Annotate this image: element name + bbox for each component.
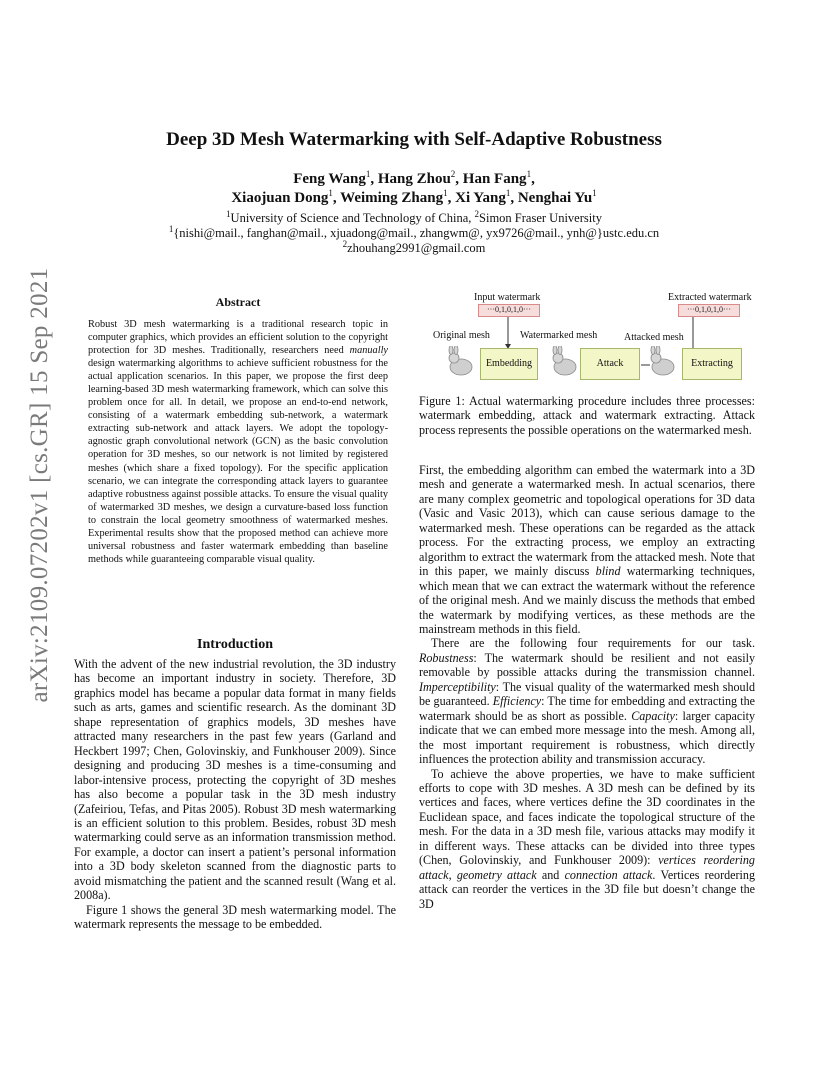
abstract-text: design watermarking algorithms to achieve sufficient robustness for the actual application scenarios. In this paper, we propose the first deep learning-based 3D mesh watermarking framework, which can solve this problem once for all. In detail, we propose an end-to-end network, consisting of a watermark embedding sub-network, a watermark extracting sub-network and attack layers. We adopt the topology-agnostic graph convolutional network (GCN) as the basic convolution operation for 3D meshes, so our network is not limited by registered meshes (which share a fixed topology). For the specific application scenario, we can integrate the corresponding attack layers to guarantee adaptive robustness against possible attacks. To ensure the visual quality of watermarked 3D meshes, we design a curvature-based loss function to constrain the local geometry smoothness of watermarked meshes. Experimental results show that the proposed method can achieve more universal robustness and faster watermark embedding than baseline methods while guaranteeing comparable visual quality. [88,358,388,565]
attack-type-term: connection attack [564,867,653,882]
abstract-text: Robust 3D mesh watermarking is a traditional research topic in computer graphics, which provides an efficient solution to the copyright protection for 3D meshes. Traditionally, researchers need [88,319,388,357]
attacked-mesh-label: Attacked mesh [624,332,684,343]
affiliation-emails-ustc [0,223,828,241]
extracted-watermark-label: Extracted watermark [668,292,752,303]
extracted-watermark-bits: ···0,1,0,1,0··· [678,304,740,317]
body-text: : The visual quality of the watermarked mesh should be guaranteed. [419,679,755,709]
affiliation-email-sfu [0,238,828,256]
bunny-mesh-icon [446,346,474,376]
author-name: Han Fang [462,171,527,187]
author-name: Feng Wang [293,171,366,187]
body-paragraph [419,463,755,636]
author-affiliation-mark: 1 [443,188,448,198]
author-affiliation-mark: 1 [526,169,532,179]
right-column-body [419,463,755,911]
body-paragraph [419,636,755,766]
body-text: There are the following four requirements for our task. [431,636,755,651]
body-text: . Vertices reordering attack can reorder the vertices in the 3D file but doesn’t change the 3D [419,867,755,911]
author-name: Nenghai Yu [517,190,593,206]
author-name: Weiming Zhang [340,190,444,206]
author-affiliation-mark: 2 [450,169,456,179]
introduction-body [74,657,396,932]
body-emphasis: blind [595,564,621,579]
requirement-term-robustness: Robustness [419,650,474,665]
introduction-paragraph: Figure 1 shows the general 3D mesh watermarking model. The watermark represents the message to be embedded. [74,902,396,932]
introduction-heading: Introduction [197,637,273,652]
affiliation-mark: 1 [226,208,231,219]
abstract-body [88,318,388,566]
body-text: : larger capacity indicate that we can embed more message into the mesh. Among all, the most important requirement is robustness, which directly influences the protection ability and transmission accuracy. [419,708,755,767]
arxiv-identifier-text: arXiv:2109.07202v1 [cs.GR] 15 Sep 2021 [26,267,53,703]
requirement-term-imperceptibility: Imperceptibility [419,679,496,694]
body-text: and [536,867,565,882]
paper-title: Deep 3D Mesh Watermarking with Self-Adaptive Robustness [166,129,662,150]
arxiv-identifier-stamp[interactable] [20,267,60,703]
attack-stage-box: Attack [580,348,640,380]
body-text: : The time for embedding and extracting the watermark should be as short as possible. [419,694,756,723]
figure-1-caption: Figure 1: Actual watermarking procedure includes three processes: watermark embedding, attack and watermark extracting. Attack process represents the possible operations on the watermarked mesh. [419,394,755,437]
author-affiliation-mark: 1 [365,169,371,179]
author-name: Xi Yang [455,190,506,206]
input-watermark-label: Input watermark [474,292,541,303]
bunny-mesh-icon [550,346,578,376]
input-watermark-bits: ···0,1,0,1,0··· [478,304,540,317]
body-text: : The watermark should be resilient and not easily removable by possible attacks during the transmission channel. [419,650,755,680]
author-affiliation-mark: 1 [505,188,511,198]
author-name: Hang Zhou [377,171,451,187]
author-separator: , [531,171,535,187]
abstract-heading: Abstract [215,295,261,309]
attack-type-term: vertices reordering attack [419,853,755,882]
requirement-term-efficiency: Efficiency [492,694,542,709]
affiliation-institutions [0,208,828,226]
affiliation-text: Simon Fraser University [479,211,602,225]
body-paragraph [419,767,755,912]
author-separator: , [332,190,341,206]
author-affiliation-mark: 1 [592,188,597,198]
attack-type-term: geometry attack [456,867,537,882]
affiliation-mark: 1 [168,223,174,234]
author-line-2 [0,190,828,207]
introduction-paragraph: With the advent of the new industrial revolution, the 3D industry has become an important industry in society. Therefore, 3D graphics model has became a popular data format in many fields such as arts, games and scientific research. As the dominant 3D shape representation of graphics models, 3D meshes have attracted many researchers in the past few years (Garland and Heckbert 1997; Chen, Golovinskiy, and Funkhouser 2009). Since designing and producing 3D meshes is a time-consuming and labor-intensive process, protecting the copyright of 3D meshes has also become a popular task in the 3D mesh industry (Zafeiriou, Tefas, and Pitas 2005). Robust 3D mesh watermarking is an efficient solution to this problem. Besides, robust 3D mesh watermarking could serve as an information transmission method. For example, a doctor can insert a patient’s personal information into a 3D body skeleton scanned from the diagnostic parts to avoid mismatching the patient and the scanned result (Wang et al. 2008a). [74,657,396,903]
author-separator: , [510,190,518,206]
body-text: watermarking techniques, which mean that we can extract the watermark without the reference of the original mesh. And we mainly discuss the methods that embed the watermark by modifying vertices, as these methods are the mainstream methods in this field. [419,564,755,636]
email-list: {nishi@mail., fanghan@mail., xjuadong@mail., zhangwm@, yx9726@mail., ynh@}ustc.edu.cn [173,226,660,240]
author-name: Xiaojuan Dong [231,190,329,206]
affiliation-text: University of Science and Technology of China, [230,211,475,225]
email-address: zhouhang2991@gmail.com [347,241,486,255]
author-separator: , [447,190,456,206]
body-text: , [448,867,457,882]
body-text: First, the embedding algorithm can embed the watermark into a 3D mesh and generate a watermarked mesh. In actual scenarios, there are many complex geometric and topological operations for 3D data (Vasic and Vasic 2013), which can cause serious damage to the watermarked mesh. These operations can be regarded as the attack process. For the extracting process, we employ an extracting algorithm to extract the watermark from the attacked mesh. Note that in this paper, we mainly discuss [419,463,755,579]
body-text: To achieve the above properties, we have to make sufficient efforts to cope with 3D meshes. A 3D mesh can be defined by its vertices and faces, where vertices define the 3D coordinates in the Euclidean space, and faces indicate the topological structure of the mesh. For the data in a 3D mesh file, various attacks may modify it in different ways. These attacks can be divided into three types (Chen, Golovinskiy, and Funkhouser 2009): [419,766,755,868]
figure-1-diagram [428,288,758,388]
embedding-stage-box: Embedding [480,348,538,380]
author-separator: , [455,171,463,187]
bunny-mesh-icon [648,346,676,376]
author-affiliation-mark: 1 [328,188,333,198]
author-line-1 [0,171,828,188]
abstract-emphasis: manually [349,345,388,357]
watermarked-mesh-label: Watermarked mesh [520,330,598,341]
author-separator: , [370,171,378,187]
original-mesh-label: Original mesh [433,330,490,341]
affiliation-mark: 2 [342,238,348,249]
requirement-term-capacity: Capacity [631,708,675,723]
extracting-stage-box: Extracting [682,348,742,380]
affiliation-mark: 2 [474,208,480,219]
